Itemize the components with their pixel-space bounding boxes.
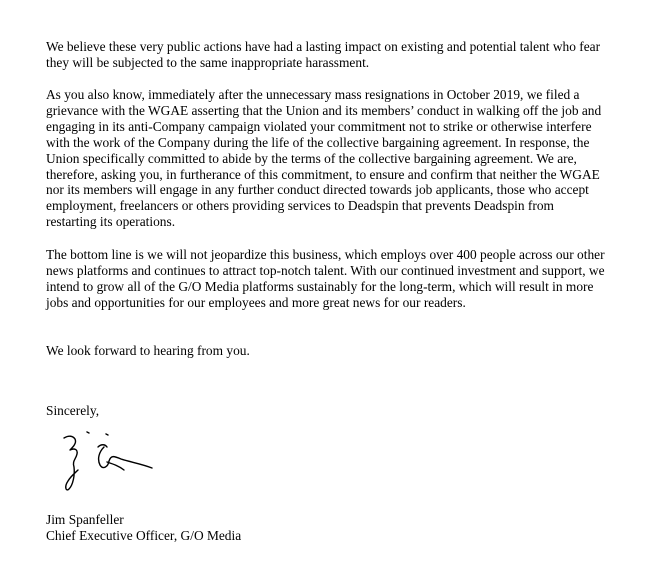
letter-closing: Sincerely, xyxy=(46,403,100,418)
letter-paragraph-harassment-impact: We believe these very public actions have had a lasting impact on existing and potential talent who fear they will be subjected to the same inappropriate harassment. xyxy=(46,39,601,70)
letter-paragraph-grievance: As you also know, immediately after the unnecessary mass resignations in October 2019, we filed a grievance with the WGAE asserting that the Union and its members’ conduct in walking off the job and engaging in its anti-Company campaign violated your commitment not to strike or otherwise interfere with the work of the Company during the life of the collective bargaining agreement. In response, the Union specifically committed to abide by the terms of the collective bargaining agreement. We are, therefore, asking you, in furtherance of this commitment, to ensure and confirm that neither the WGAE nor its members will engage in any further conduct directed towards job applicants, those who accept employment, freelancers or others providing services to Deadspin that prevents Deadspin from restarting its operations. xyxy=(46,87,602,230)
signer-title: Chief Executive Officer, G/O Media xyxy=(46,528,242,543)
signer-name: Jim Spanfeller xyxy=(46,512,124,527)
handwritten-signature xyxy=(60,428,160,494)
letter-paragraph-bottom-line: The bottom line is we will not jeopardize this business, which employs over 400 people across our other news platforms and continues to attract top-notch talent. With our continued investment and support, we intend to grow all of the G/O Media platforms sustainably for the long-term, which will result in more jobs and opportunities for our employees and more great news for our readers. xyxy=(46,247,605,310)
letter-paragraph-look-forward: We look forward to hearing from you. xyxy=(46,343,250,358)
